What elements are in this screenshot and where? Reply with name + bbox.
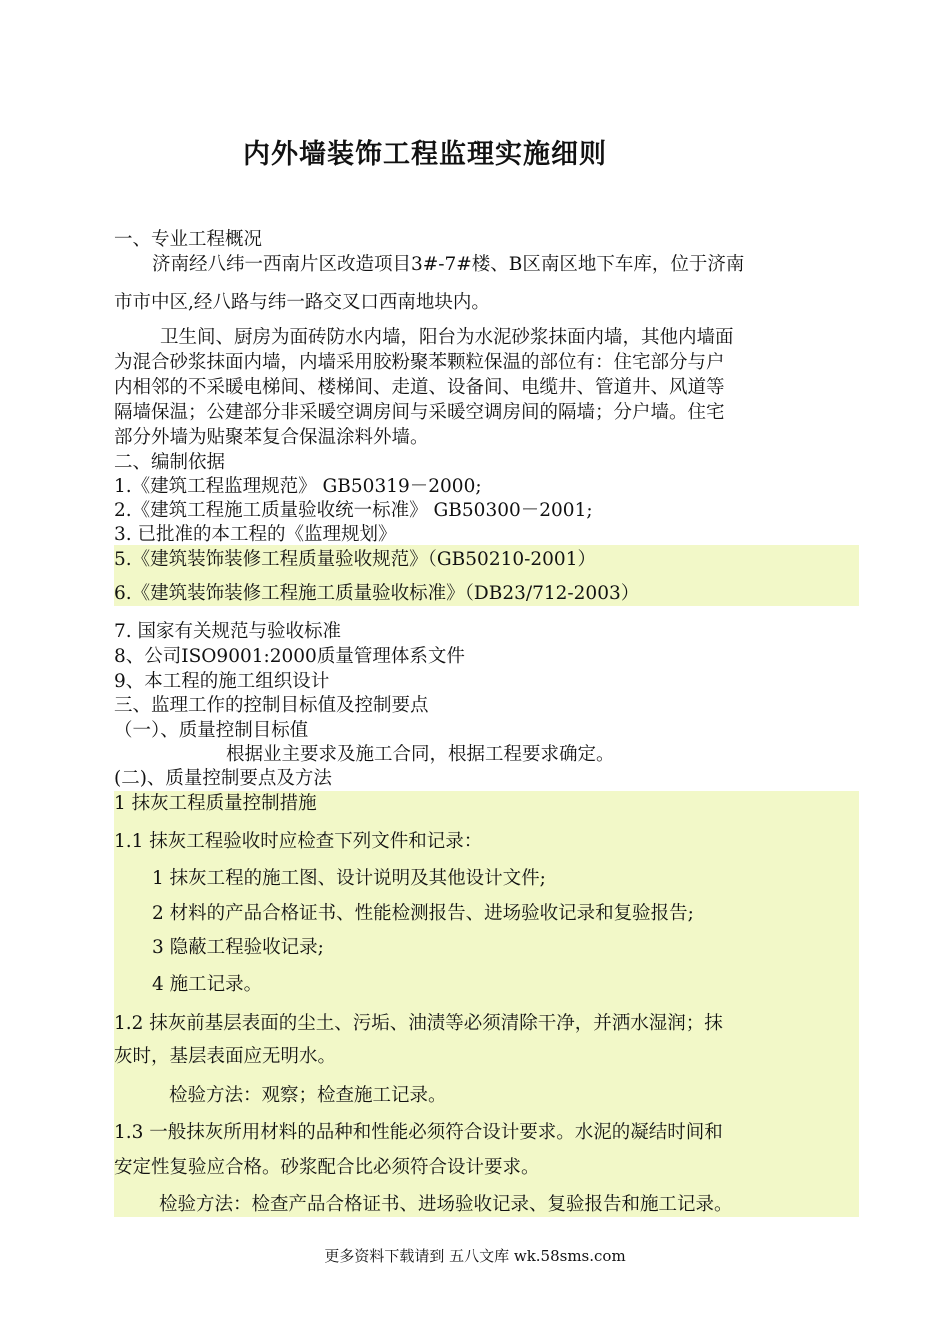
footer-text: 更多资料下载请到 五八文库 wk.58sms.com xyxy=(324,1247,626,1265)
basis-item: 1.《建筑工程监理规范》 GB50319－2000; xyxy=(114,476,482,497)
quality-control-heading: (二)、质量控制要点及方法 xyxy=(114,768,332,789)
basis-item: 8、公司ISO9001:2000质量管理体系文件 xyxy=(114,646,465,667)
wall-desc-line-5: 部分外墙为贴聚苯复合保温涂料外墙。 xyxy=(114,427,429,448)
basis-item-highlighted: 5.《建筑装饰装修工程质量验收规范》（GB50210-2001） xyxy=(114,545,859,579)
section-3-heading: 三、监理工作的控制目标值及控制要点 xyxy=(114,695,429,716)
plaster-check-item: 3 隐蔽工程验收记录; xyxy=(114,931,859,965)
document-title: 内外墙装饰工程监理实施细则 xyxy=(243,139,607,170)
wall-desc-line-4: 隔墙保温；公建部分非采暖空调房间与采暖空调房间的隔墙；分户墙。住宅 xyxy=(114,402,725,423)
clause-1-3-line-2: 安定性复验应合格。砂浆配合比必须符合设计要求。 xyxy=(114,1152,859,1186)
clause-1-2-line-2: 灰时，基层表面应无明水。 xyxy=(114,1042,859,1077)
plaster-check-item: 4 施工记录。 xyxy=(114,965,859,1006)
quality-target-heading: （一）、质量控制目标值 xyxy=(114,720,309,741)
clause-1-2-check: 检验方法：观察；检查施工记录。 xyxy=(114,1077,859,1116)
plaster-check-intro: 1.1 抹灰工程验收时应检查下列文件和记录： xyxy=(114,819,859,865)
basis-item: 7. 国家有关规范与验收标准 xyxy=(114,621,342,642)
basis-item: 2.《建筑工程施工质量验收统一标准》 GB50300－2001; xyxy=(114,500,593,521)
plaster-check-item: 1 抹灰工程的施工图、设计说明及其他设计文件; xyxy=(114,865,859,898)
wall-desc-line-3: 内相邻的不采暖电梯间、楼梯间、走道、设备间、电缆井、管道井、风道等 xyxy=(114,377,725,398)
section-2-heading: 二、编制依据 xyxy=(114,452,226,473)
section-1-heading: 一、专业工程概况 xyxy=(114,229,263,250)
plaster-measures-heading: 1 抹灰工程质量控制措施 xyxy=(114,791,859,819)
wall-desc-line-1: 卫生间、厨房为面砖防水内墙，阳台为水泥砂浆抹面内墙，其他内墙面 xyxy=(160,327,734,348)
basis-item: 9、本工程的施工组织设计 xyxy=(114,671,330,692)
clause-1-2-line-1: 1.2 抹灰前基层表面的尘土、污垢、油渍等必须清除干净，并洒水湿润；抹 xyxy=(114,1006,859,1042)
plaster-check-item: 2 材料的产品合格证书、性能检测报告、进场验收记录和复验报告; xyxy=(114,898,859,931)
overview-line-1: 济南经八纬一西南片区改造项目3#-7#楼、B区南区地下车库，位于济南 xyxy=(152,254,745,275)
basis-item-highlighted: 6.《建筑装饰装修工程施工质量验收标准》（DB23/712-2003） xyxy=(114,579,859,606)
clause-1-3-check: 检验方法：检查产品合格证书、进场验收记录、复验报告和施工记录。 xyxy=(114,1186,859,1217)
wall-desc-line-2: 为混合砂浆抹面内墙，内墙采用胶粉聚苯颗粒保温的部位有：住宅部分与户 xyxy=(114,352,725,373)
clause-1-3-line-1: 1.3 一般抹灰所用材料的品种和性能必须符合设计要求。水泥的凝结时间和 xyxy=(114,1116,859,1152)
basis-item: 3. 已批准的本工程的《监理规划》 xyxy=(114,524,397,545)
overview-line-2: 市市中区,经八路与纬一路交叉口西南地块内。 xyxy=(114,292,490,313)
quality-target-text: 根据业主要求及施工合同，根据工程要求确定。 xyxy=(226,744,615,765)
